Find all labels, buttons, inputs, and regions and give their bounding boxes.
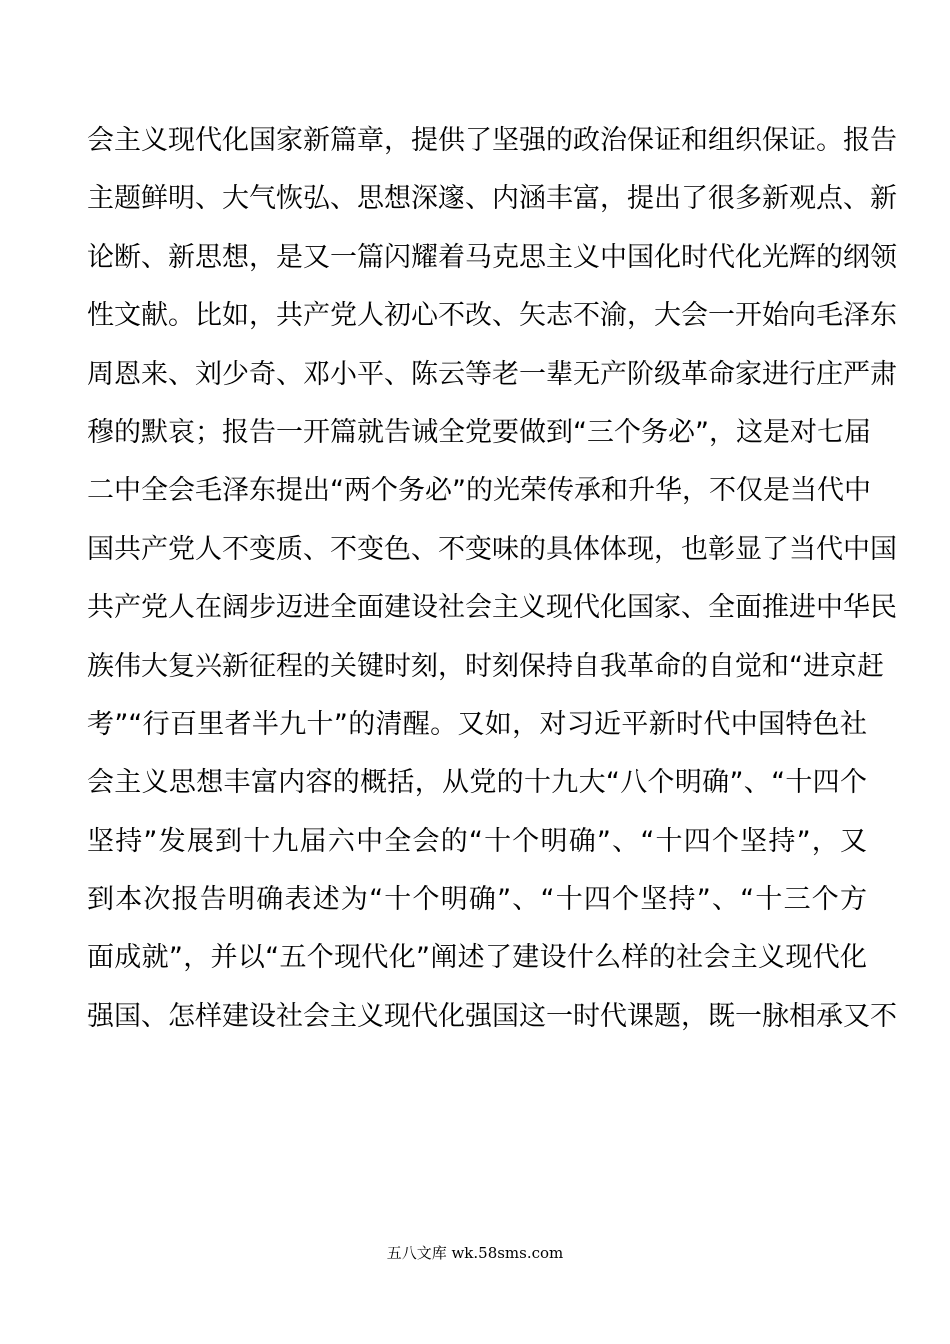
text-line: 会主义现代化国家新篇章，提供了坚强的政治保证和组织保证。报告 [87,125,897,156]
text-line: 主题鲜明、大气恢弘、思想深邃、内涵丰富，提出了很多新观点、新 [87,183,897,215]
text-line: 二中全会毛泽东提出“两个务必”的光荣传承和升华，不仅是当代中 [87,475,871,507]
text-line: 会主义思想丰富内容的概括，从党的十九大“八个明确”、“十四个 [87,767,867,799]
text-line: 穆的默哀；报告一开篇就告诫全党要做到“三个务必”，这是对七届 [87,416,871,448]
text-line: 性文献。比如，共产党人初心不改、矢志不渝，大会一开始向毛泽东 [87,300,897,332]
text-line: 面成就”，并以“五个现代化”阐述了建设什么样的社会主义现代化 [87,942,867,974]
text-line: 族伟大复兴新征程的关键时刻，时刻保持自我革命的自觉和“进京赶 [87,650,884,682]
text-line: 强国、怎样建设社会主义现代化强国这一时代课题，既一脉相承又不 [87,1000,897,1032]
text-line: 周恩来、刘少奇、邓小平、陈云等老一辈无产阶级革命家进行庄严肃 [87,358,897,390]
text-line: 共产党人在阔步迈进全面建设社会主义现代化国家、全面推进中华民 [87,592,897,624]
body-paragraph [87,112,897,1046]
text-line: 论断、新思想，是又一篇闪耀着马克思主义中国化时代化光辉的纲领 [87,241,897,273]
text-line: 坚持”发展到十九届六中全会的“十个明确”、“十四个坚持”，又 [87,825,867,857]
text-line: 国共产党人不变质、不变色、不变味的具体体现，也彰显了当代中国 [87,533,897,565]
text-line: 到本次报告明确表述为“十个明确”、“十四个坚持”、“十三个方 [87,884,867,916]
page-footer: 五八文库 wk.58sms.com [386,1244,564,1262]
text-line: 考”“行百里者半九十”的清醒。又如，对习近平新时代中国特色社 [87,708,867,740]
